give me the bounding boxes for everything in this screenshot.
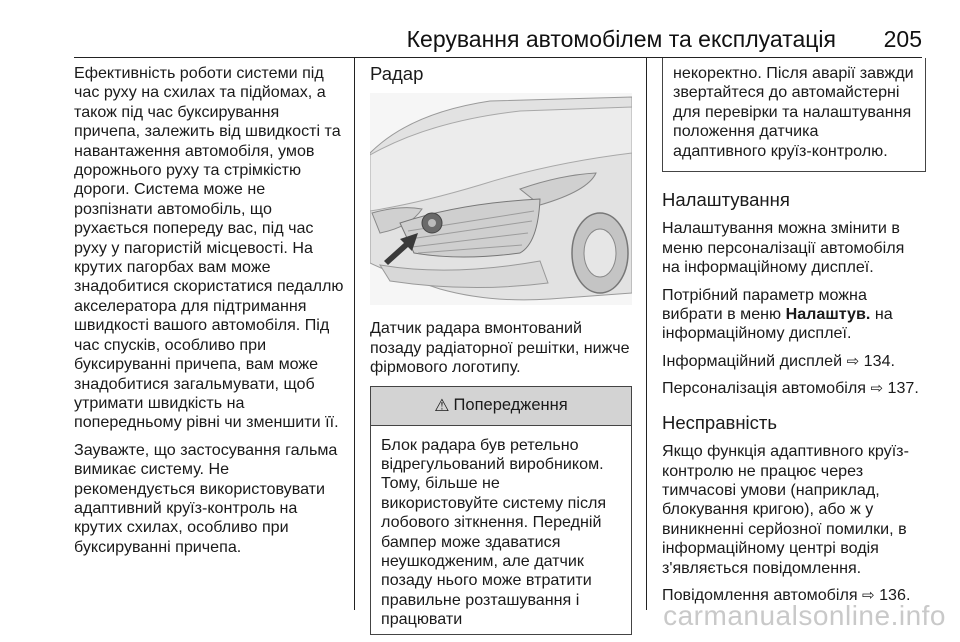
warning-box-continued (662, 58, 926, 172)
radar-sensor-illustration (370, 93, 632, 305)
cross-reference-text: Персоналізація автомобіля (662, 379, 866, 398)
cross-reference (662, 379, 926, 398)
warning-box (370, 386, 632, 635)
menu-name-settings: Налаштув. (785, 305, 871, 324)
page-header (0, 0, 960, 56)
body-paragraph (662, 286, 926, 344)
body-paragraph: Зауважте, що застосування гальма вимикає систему. Не рекомендується використовувати адаптивний круїз-контроль на крутих схилах, особливо при буксируванні причепа. (74, 440, 338, 556)
settings-text-b: на інформаційному дисплеї. (662, 305, 893, 343)
body-paragraph: Якщо функція адаптивного круїз-контролю не працює через тимчасові умови (наприклад, блокування кригою), або ж у виникненні серйозної помилки, в інформаційному центрі водія з'являється повідомлення. (662, 442, 909, 577)
cross-reference-page[interactable]: 136. (879, 585, 911, 604)
warning-title: Попередження (453, 395, 568, 414)
figure-caption: Датчик радара вмонтований позаду радіаторної решітки, нижче фірмового логотипу. (370, 319, 630, 377)
column-right (662, 64, 926, 613)
page-number: 205 (883, 26, 922, 52)
warning-triangle-icon: ⚠ (434, 395, 450, 415)
section-heading-fault: Несправність (662, 411, 778, 433)
section-heading-settings: Налаштування (662, 189, 790, 211)
car-front-drawing (370, 93, 632, 305)
body-paragraph: Ефективність роботи системи під час руху на схилах та підйомах, а також під час буксирування причепа, залежить від швидкості та навантаження автомобіля, умов дорожнього руху та стрімкістю дороги. Система може не розпізнати автомобіль, що рухається попереду вас, під час руху у пагористій місцевості. На крутих пагорбах вам може знадобитися скористатися педаллю акселератора для підтримання швидкості вашого автомобіля. Під час спусків, особливо при буксируванні причепа, вам може знадобитися загальмувати, щоб утримати швидкість на попередньому рівні чи зменшити її. (74, 64, 344, 432)
warning-header (371, 387, 631, 426)
cross-reference-text: Повідомлення автомобіля (662, 585, 858, 604)
arrow-right-icon: ⇨ (862, 586, 875, 604)
warning-continued-text: некоректно. Після аварії завжди звертайтеся до автомайстерні для перевірки та налаштування положення датчика адаптивного круїз-контролю. (673, 64, 914, 160)
column-divider (646, 58, 647, 610)
cross-reference-page[interactable]: 134. (863, 351, 895, 370)
settings-text-a: Потрібний параметр можна вибрати в меню (662, 285, 867, 324)
watermark: carmanualsonline.info (663, 600, 946, 631)
warning-body: Блок радара був ретельно відрегульований виробником. Тому, більше не використовуйте систему після лобового зіткнення. Передній бампер може здаватися неушкодженим, але датчик позаду нього може втратити правильне розташування і працювати (381, 435, 607, 629)
cross-reference (662, 352, 926, 371)
column-divider (354, 58, 355, 610)
cross-reference-text: Інформаційний дисплей (662, 351, 843, 370)
column-middle (370, 64, 632, 635)
page-header-title: Керування автомобілем та експлуатація (406, 26, 836, 52)
section-heading-radar: Радар (370, 63, 424, 84)
arrow-right-icon: ⇨ (846, 352, 860, 370)
body-paragraph: Налаштування можна змінити в меню персоналізації автомобіля на інформаційному дисплеї. (662, 219, 905, 277)
column-left (74, 64, 346, 565)
cross-reference-page[interactable]: 137. (887, 379, 919, 398)
arrow-right-icon: ⇨ (870, 380, 884, 398)
